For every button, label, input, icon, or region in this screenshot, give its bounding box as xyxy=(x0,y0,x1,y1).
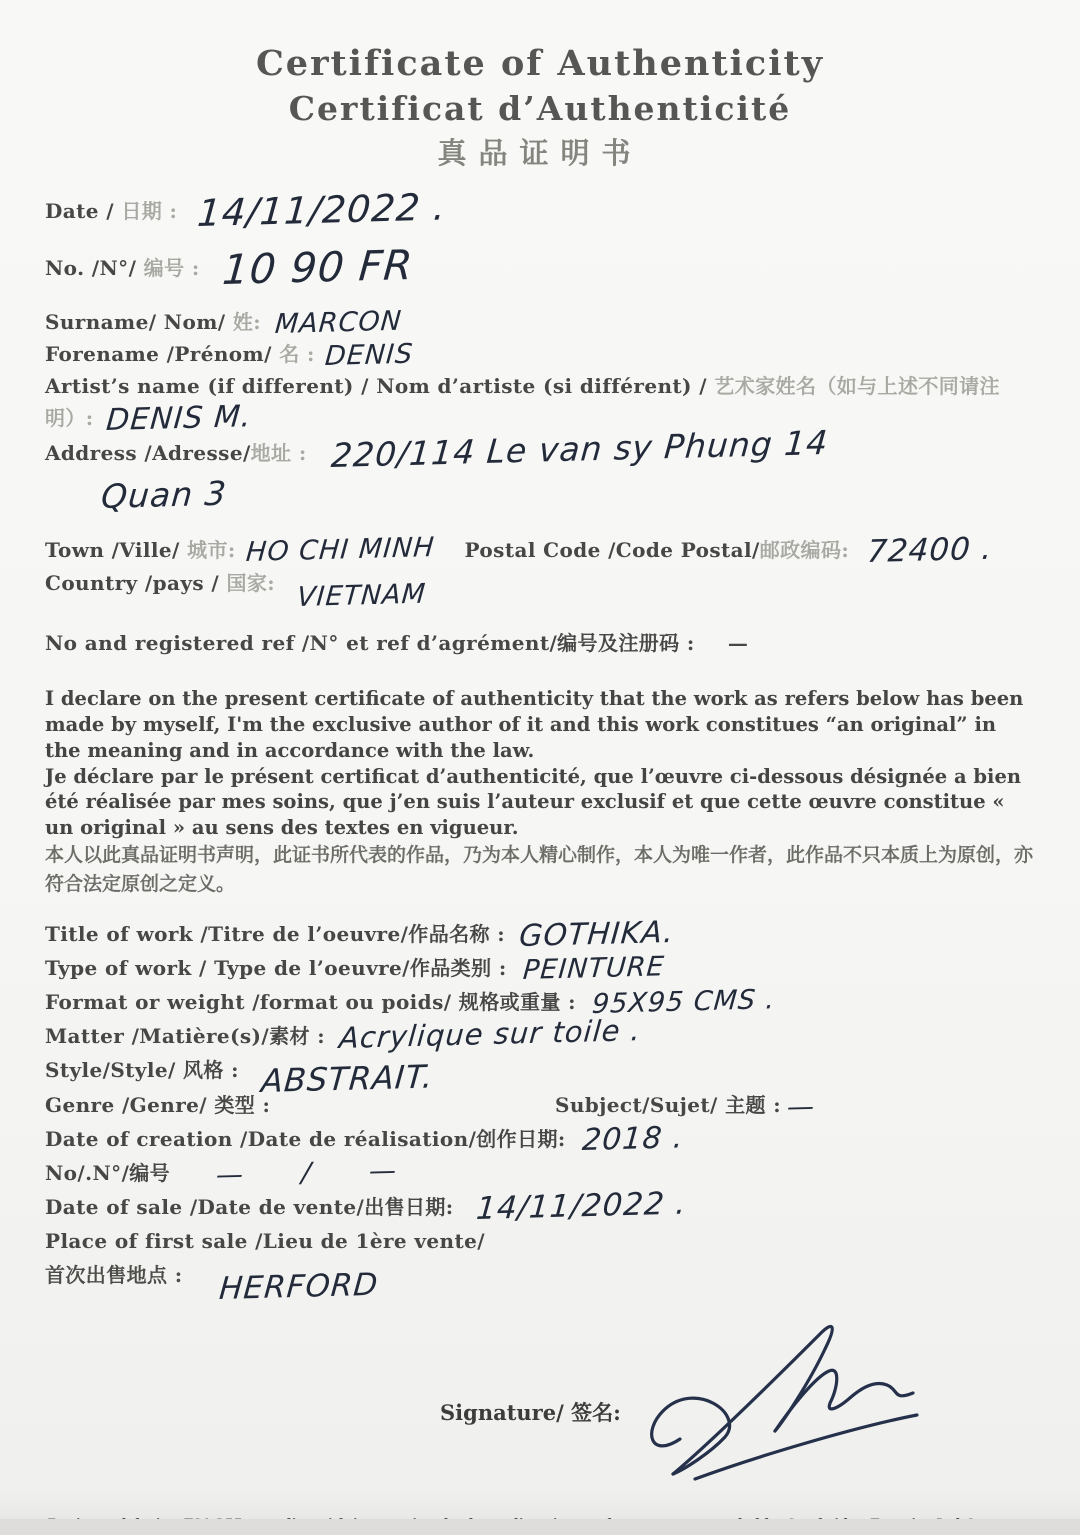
artist-name-value: DENIS M. xyxy=(104,398,253,438)
title-english: Certificate of Authenticity xyxy=(255,43,825,84)
field-matter xyxy=(45,1013,1035,1056)
date-of-sale-value: 14/11/2022 . xyxy=(474,1185,688,1227)
forename-label: Forename /Prénom/ 名 : xyxy=(45,342,315,367)
address-label: Address /Adresse/地址 : xyxy=(45,440,307,465)
subject-label: Subject/Sujet/ 主题 : xyxy=(555,1092,782,1117)
field-town-postal xyxy=(45,530,1035,570)
surname-label: Surname/ Nom/ 姓: xyxy=(45,310,262,335)
field-genre-subject xyxy=(45,1089,1035,1123)
subject-group xyxy=(555,1089,817,1123)
field-forename xyxy=(45,339,1035,371)
field-registered-ref xyxy=(45,628,1035,660)
type-of-work-label: Type of work / Type de l’oeuvre/作品类别 : xyxy=(45,956,507,981)
address-value-line2: Quan 3 xyxy=(99,473,229,516)
field-surname xyxy=(45,307,1035,339)
artist-name-label-wrap: 明）: xyxy=(45,406,94,431)
matter-label: Matter /Matière(s)/素材 : xyxy=(45,1024,326,1049)
field-work-no xyxy=(45,1157,1035,1191)
signature-section xyxy=(45,1319,1035,1469)
date-of-sale-label: Date of sale /Date de vente/出售日期: xyxy=(45,1194,454,1219)
place-of-first-sale-value: HERFORD xyxy=(217,1266,380,1307)
document-header xyxy=(45,40,1035,175)
address-value-line1: 220/114 Le van sy Phung 14 xyxy=(329,422,830,475)
field-title-of-work xyxy=(45,914,1035,954)
field-no xyxy=(45,241,1035,295)
format-weight-value: 95X95 CMS . xyxy=(590,984,777,1021)
town-value: HO CHI MINH xyxy=(244,531,436,568)
date-label: Date / 日期 : xyxy=(45,199,178,224)
work-no-value: — / — xyxy=(215,1155,399,1191)
field-place-of-first-sale xyxy=(45,1225,1035,1259)
title-chinese: 真品证明书 xyxy=(437,135,643,170)
declaration-french: Je déclare par le présent certificat d’authenticité, que l’œuvre ci-dessous désignée a bien été réalisée par mes soins, que j’en suis l’auteur exclusif et que cette œuvre constitue « un original » au sens des textes en vigueur. xyxy=(45,764,1022,840)
matter-value: Acrylique sur toile . xyxy=(337,1013,643,1056)
surname-value: MARCON xyxy=(273,305,404,341)
registered-ref-value: — xyxy=(727,630,749,655)
type-of-work-value: PEINTURE xyxy=(521,951,666,987)
field-place-of-first-sale-value-line xyxy=(45,1259,1035,1311)
country-label: Country /pays / 国家: xyxy=(45,570,276,595)
postal-code-label: Postal Code /Code Postal/邮政编码: xyxy=(464,537,850,562)
genre-label: Genre /Genre/ 类型 : xyxy=(45,1092,271,1117)
registered-ref-label: No and registered ref /N° et ref d’agrément/编号及注册码 : xyxy=(45,630,695,655)
title-of-work-value: GOTHIKA. xyxy=(517,914,676,954)
place-of-first-sale-label: Place of first sale /Lieu de 1ère vente/ xyxy=(45,1228,485,1253)
signature-mark xyxy=(625,1319,925,1484)
country-value: VIETNAM xyxy=(296,578,428,613)
scan-edge-strip xyxy=(0,1519,1080,1535)
no-label: No. /N°/ 编号 : xyxy=(45,256,200,281)
date-value: 14/11/2022 . xyxy=(196,185,449,236)
title-french: Certificat d’Authenticité xyxy=(288,89,792,129)
format-weight-label: Format or weight /format ou poids/ 规格或重量 : xyxy=(45,990,576,1015)
field-country xyxy=(45,568,1035,613)
subject-value: — xyxy=(785,1091,817,1123)
field-address-line2 xyxy=(45,473,1035,516)
field-date-of-sale xyxy=(45,1185,1035,1227)
field-type-of-work xyxy=(45,952,1035,986)
field-date-of-creation xyxy=(45,1120,1035,1159)
date-of-creation-value: 2018 . xyxy=(580,1120,685,1159)
postal-code-value: 72400 . xyxy=(866,530,995,570)
date-of-creation-label: Date of creation /Date de réalisation/创作日期: xyxy=(45,1126,566,1151)
field-date xyxy=(45,185,1035,236)
field-artist-name xyxy=(45,371,1035,403)
work-no-label: No/.N°/编号 xyxy=(45,1160,171,1185)
declaration-chinese: 本人以此真品证明书声明，此证书所代表的作品，乃为本人精心制作，本人为唯一作者，此作品不只本质上为原创，亦符合法定原创之定义。 xyxy=(45,844,1034,895)
no-value: 10 90 FR xyxy=(220,241,415,295)
forename-value: DENIS xyxy=(323,338,415,373)
field-style xyxy=(45,1054,1035,1100)
title-of-work-label: Title of work /Titre de l’oeuvre/作品名称 : xyxy=(45,922,506,947)
style-label: Style/Style/ 风格 : xyxy=(45,1058,239,1083)
artist-name-label: Artist’s name (if different) / Nom d’artiste (si différent) / 艺术家姓名（如与上述不同请注 xyxy=(45,374,1000,399)
place-of-first-sale-label-zh: 首次出售地点 : xyxy=(45,1262,183,1287)
declaration-english: I declare on the present certificate of authenticity that the work as refers below has been made by myself, I'm the exclusive author of it and this work constitues “an original” in the meaning and in accordance with the law. xyxy=(45,686,1024,762)
town-label: Town /Ville/ 城市: xyxy=(45,537,236,562)
field-address xyxy=(45,422,1035,475)
signature-label: Signature/ 签名: xyxy=(440,1399,621,1425)
style-value: ABSTRAIT. xyxy=(259,1057,435,1100)
